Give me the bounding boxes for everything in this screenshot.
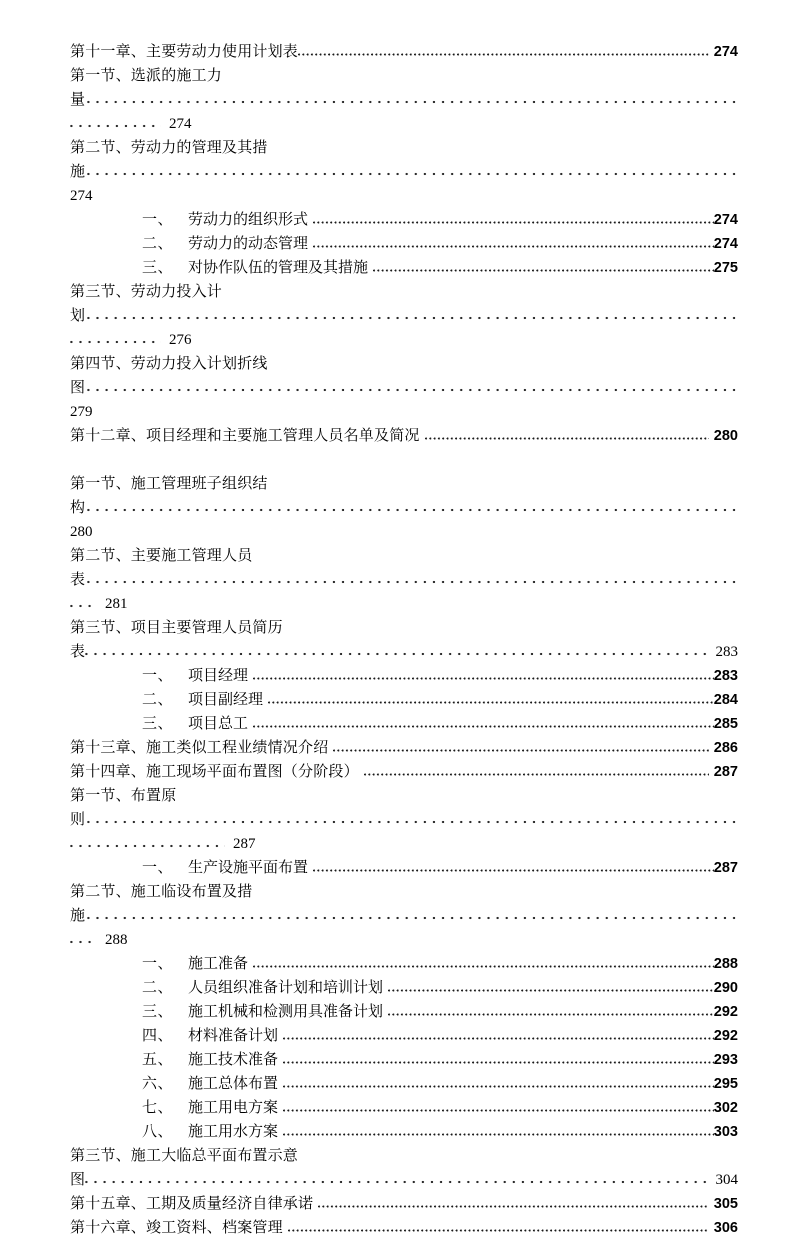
toc-page-number: 281 — [105, 596, 128, 612]
toc-section-leader-row — [70, 568, 738, 592]
toc-section-head-row — [70, 64, 738, 88]
toc-section-entry[interactable] — [70, 352, 738, 424]
toc-page-number: 287 — [713, 764, 738, 780]
toc-section-page-row — [70, 112, 738, 136]
toc-page-number: 279 — [70, 404, 93, 420]
toc-entry-label: 第十四章、施工现场平面布置图（分阶段） — [70, 764, 359, 780]
toc-entry-label-tail: 施 — [70, 908, 86, 924]
dot-leader — [364, 768, 709, 781]
toc-page-number: 276 — [169, 332, 192, 348]
toc-section-entry[interactable] — [70, 136, 738, 208]
dot-leader — [333, 744, 708, 757]
dot-leader — [70, 840, 225, 852]
toc-section-head-row — [70, 784, 738, 808]
toc-item-number: 六、 — [142, 1076, 174, 1092]
toc-section-page-row — [70, 328, 738, 352]
dot-leader — [70, 600, 97, 612]
toc-page-number: 295 — [713, 1076, 738, 1092]
dot-leader — [253, 672, 714, 685]
toc-section-head-row — [70, 472, 738, 496]
toc-subitem-entry[interactable] — [70, 688, 738, 712]
toc-entry-label: 项目副经理 — [188, 692, 264, 708]
toc-subitem-entry[interactable] — [70, 1120, 738, 1144]
toc-section-page-row — [70, 832, 738, 856]
toc-entry-label-tail: 划 — [70, 308, 86, 324]
toc-subitem-entry[interactable] — [70, 664, 738, 688]
toc-page-number: 285 — [713, 716, 738, 732]
toc-entry-label: 劳动力的组织形式 — [188, 212, 309, 228]
toc-subitem-entry[interactable] — [70, 856, 738, 880]
dot-leader — [283, 1128, 714, 1141]
toc-entry-label: 第十三章、施工类似工程业绩情况介绍 — [70, 740, 329, 756]
toc-entry-label-tail: 表 — [70, 572, 86, 588]
toc-page-number: 292 — [713, 1028, 738, 1044]
toc-entry-label: 第二节、主要施工管理人员 — [70, 548, 253, 564]
toc-page-number: 275 — [713, 260, 738, 276]
toc-subitem-entry[interactable] — [70, 1096, 738, 1120]
dot-leader — [87, 576, 738, 588]
toc-page-number: 274 — [713, 236, 738, 252]
dot-leader — [85, 648, 706, 660]
toc-item-number: 四、 — [142, 1028, 174, 1044]
toc-entry-label: 第二节、劳动力的管理及其措 — [70, 140, 268, 156]
toc-section-page-row — [70, 928, 738, 952]
toc-section-head-row — [70, 1144, 738, 1168]
dot-leader — [87, 312, 738, 324]
dot-leader — [313, 864, 714, 877]
toc-entry-label: 施工用电方案 — [188, 1100, 279, 1116]
toc-section-entry[interactable] — [70, 544, 738, 616]
toc-page-number: 286 — [713, 740, 738, 756]
dot-leader — [373, 264, 714, 277]
toc-section-leader-row — [70, 304, 738, 328]
toc-entry-label-tail: 表 — [70, 644, 86, 660]
toc-chapter-entry[interactable] — [70, 1216, 738, 1240]
toc-entry-label: 第四节、劳动力投入计划折线 — [70, 356, 268, 372]
toc-entry-label-tail: 量 — [70, 92, 86, 108]
toc-subitem-entry[interactable] — [70, 208, 738, 232]
dot-leader — [268, 696, 714, 709]
dot-leader — [87, 96, 738, 108]
toc-section-leader-row — [70, 904, 738, 928]
toc-entry-label: 生产设施平面布置 — [188, 860, 309, 876]
dot-leader — [318, 1200, 709, 1213]
toc-entry-label: 第十六章、竣工资料、档案管理 — [70, 1220, 283, 1236]
toc-section-entry[interactable] — [70, 280, 738, 352]
toc-entry-label: 项目经理 — [188, 668, 249, 684]
dot-leader — [298, 48, 709, 61]
toc-page-number: 283 — [713, 668, 738, 684]
toc-section-head-row — [70, 136, 738, 160]
toc-section-leader-row — [70, 376, 738, 400]
toc-page-number: 293 — [713, 1052, 738, 1068]
toc-entry-label: 劳动力的动态管理 — [188, 236, 309, 252]
dot-leader — [87, 912, 738, 924]
toc-entry-label: 材料准备计划 — [188, 1028, 279, 1044]
toc-subitem-entry[interactable] — [70, 1024, 738, 1048]
toc-section-entry[interactable] — [70, 880, 738, 952]
toc-page-number: 288 — [713, 956, 738, 972]
vertical-spacer — [70, 448, 738, 472]
toc-item-number: 二、 — [142, 980, 174, 996]
toc-entry-label: 第三节、施工大临总平面布置示意 — [70, 1148, 299, 1164]
toc-section-page-row — [70, 184, 738, 208]
dot-leader — [87, 504, 738, 516]
toc-section-entry[interactable] — [70, 616, 738, 664]
dot-leader — [87, 816, 738, 828]
dot-leader — [313, 216, 714, 229]
toc-page-number: 283 — [715, 644, 738, 660]
toc-subitem-entry[interactable] — [70, 712, 738, 736]
dot-leader — [313, 240, 714, 253]
dot-leader — [425, 432, 709, 445]
toc-entry-label: 第一节、选派的施工力 — [70, 68, 223, 84]
toc-chapter-entry[interactable] — [70, 424, 738, 448]
toc-entry-label-tail: 图 — [70, 1172, 86, 1188]
toc-section-entry[interactable] — [70, 472, 738, 544]
toc-chapter-entry[interactable] — [70, 760, 738, 784]
toc-page-number: 303 — [713, 1124, 738, 1140]
toc-page-number: 292 — [713, 1004, 738, 1020]
toc-item-number: 三、 — [142, 260, 174, 276]
toc-item-number: 一、 — [142, 212, 174, 228]
dot-leader — [283, 1032, 714, 1045]
toc-page-number: 287 — [233, 836, 256, 852]
toc-page-number: 288 — [105, 932, 128, 948]
toc-section-page-row — [70, 592, 738, 616]
dot-leader — [253, 720, 714, 733]
toc-item-number: 二、 — [142, 692, 174, 708]
toc-entry-label: 人员组织准备计划和培训计划 — [188, 980, 384, 996]
toc-entry-label: 施工用水方案 — [188, 1124, 279, 1140]
dot-leader — [253, 960, 714, 973]
dot-leader — [283, 1104, 714, 1117]
toc-section-entry[interactable] — [70, 784, 738, 856]
toc-item-number: 二、 — [142, 236, 174, 252]
toc-page-number: 274 — [70, 188, 93, 204]
toc-item-number: 三、 — [142, 716, 174, 732]
toc-entry-label: 第十一章、主要劳动力使用计划表 — [70, 44, 299, 60]
dot-leader — [85, 1176, 706, 1188]
toc-page-number: 274 — [169, 116, 192, 132]
toc-section-leader-row — [70, 640, 738, 664]
toc-entry-label: 施工总体布置 — [188, 1076, 279, 1092]
toc-page-number: 305 — [713, 1196, 738, 1212]
toc-section-leader-row — [70, 808, 738, 832]
toc-item-number: 一、 — [142, 668, 174, 684]
toc-section-leader-row — [70, 496, 738, 520]
toc-subitem-entry[interactable] — [70, 232, 738, 256]
toc-page-number: 280 — [713, 428, 738, 444]
toc-section-head-row — [70, 280, 738, 304]
toc-subitem-entry[interactable] — [70, 1072, 738, 1096]
toc-entry-label: 对协作队伍的管理及其措施 — [188, 260, 369, 276]
toc-section-head-row — [70, 880, 738, 904]
toc-section-head-row — [70, 616, 738, 640]
toc-page-number: 274 — [713, 44, 738, 60]
dot-leader — [70, 120, 161, 132]
toc-section-head-row — [70, 352, 738, 376]
toc-subitem-entry[interactable] — [70, 1048, 738, 1072]
toc-entry-label-tail: 构 — [70, 500, 86, 516]
toc-entry-label: 第十二章、项目经理和主要施工管理人员名单及简况 — [70, 428, 420, 444]
toc-page-number: 290 — [713, 980, 738, 996]
toc-item-number: 一、 — [142, 956, 174, 972]
dot-leader — [288, 1224, 709, 1237]
toc-page-number: 302 — [713, 1100, 738, 1116]
toc-item-number: 五、 — [142, 1052, 174, 1068]
toc-entry-label: 项目总工 — [188, 716, 249, 732]
toc-section-leader-row — [70, 160, 738, 184]
toc-section-page-row — [70, 400, 738, 424]
toc-item-number: 三、 — [142, 1004, 174, 1020]
toc-entry-label: 施工机械和检测用具准备计划 — [188, 1004, 384, 1020]
toc-item-number: 八、 — [142, 1124, 174, 1140]
toc-entry-label-tail: 施 — [70, 164, 86, 180]
toc-section-entry[interactable] — [70, 1144, 738, 1192]
dot-leader — [388, 984, 714, 997]
toc-chapter-entry[interactable] — [70, 40, 738, 64]
toc-entry-label: 施工准备 — [188, 956, 249, 972]
toc-page-number: 274 — [713, 212, 738, 228]
dot-leader — [87, 384, 738, 396]
toc-page-number: 287 — [713, 860, 738, 876]
toc-subitem-entry[interactable] — [70, 1000, 738, 1024]
toc-chapter-entry[interactable] — [70, 1192, 738, 1216]
toc-entry-label-tail: 则 — [70, 812, 86, 828]
toc-section-page-row — [70, 520, 738, 544]
toc-page-number: 304 — [715, 1172, 738, 1188]
toc-subitem-entry[interactable] — [70, 952, 738, 976]
toc-entry-label: 施工技术准备 — [188, 1052, 279, 1068]
toc-subitem-entry[interactable] — [70, 256, 738, 280]
dot-leader — [283, 1080, 714, 1093]
dot-leader — [70, 936, 97, 948]
toc-section-leader-row — [70, 88, 738, 112]
toc-entry-label: 第一节、施工管理班子组织结 — [70, 476, 268, 492]
toc-chapter-entry[interactable] — [70, 736, 738, 760]
toc-page-number: 280 — [70, 524, 93, 540]
toc-entry-label: 第一节、布置原 — [70, 788, 177, 804]
toc-entry-label-tail: 图 — [70, 380, 86, 396]
toc-page-number: 284 — [713, 692, 738, 708]
toc-entry-label: 第十五章、工期及质量经济自律承诺 — [70, 1196, 314, 1212]
toc-section-head-row — [70, 544, 738, 568]
toc-entry-label: 第二节、施工临设布置及措 — [70, 884, 253, 900]
toc-entry-label: 第三节、项目主要管理人员简历 — [70, 620, 283, 636]
dot-leader — [388, 1008, 714, 1021]
toc-subitem-entry[interactable] — [70, 976, 738, 1000]
toc-section-entry[interactable] — [70, 64, 738, 136]
dot-leader — [70, 336, 161, 348]
toc-item-number: 七、 — [142, 1100, 174, 1116]
dot-leader — [87, 168, 738, 180]
dot-leader — [283, 1056, 714, 1069]
toc-section-leader-row — [70, 1168, 738, 1192]
toc-entry-label: 第三节、劳动力投入计 — [70, 284, 223, 300]
toc-page-number: 306 — [713, 1220, 738, 1236]
toc-item-number: 一、 — [142, 860, 174, 876]
